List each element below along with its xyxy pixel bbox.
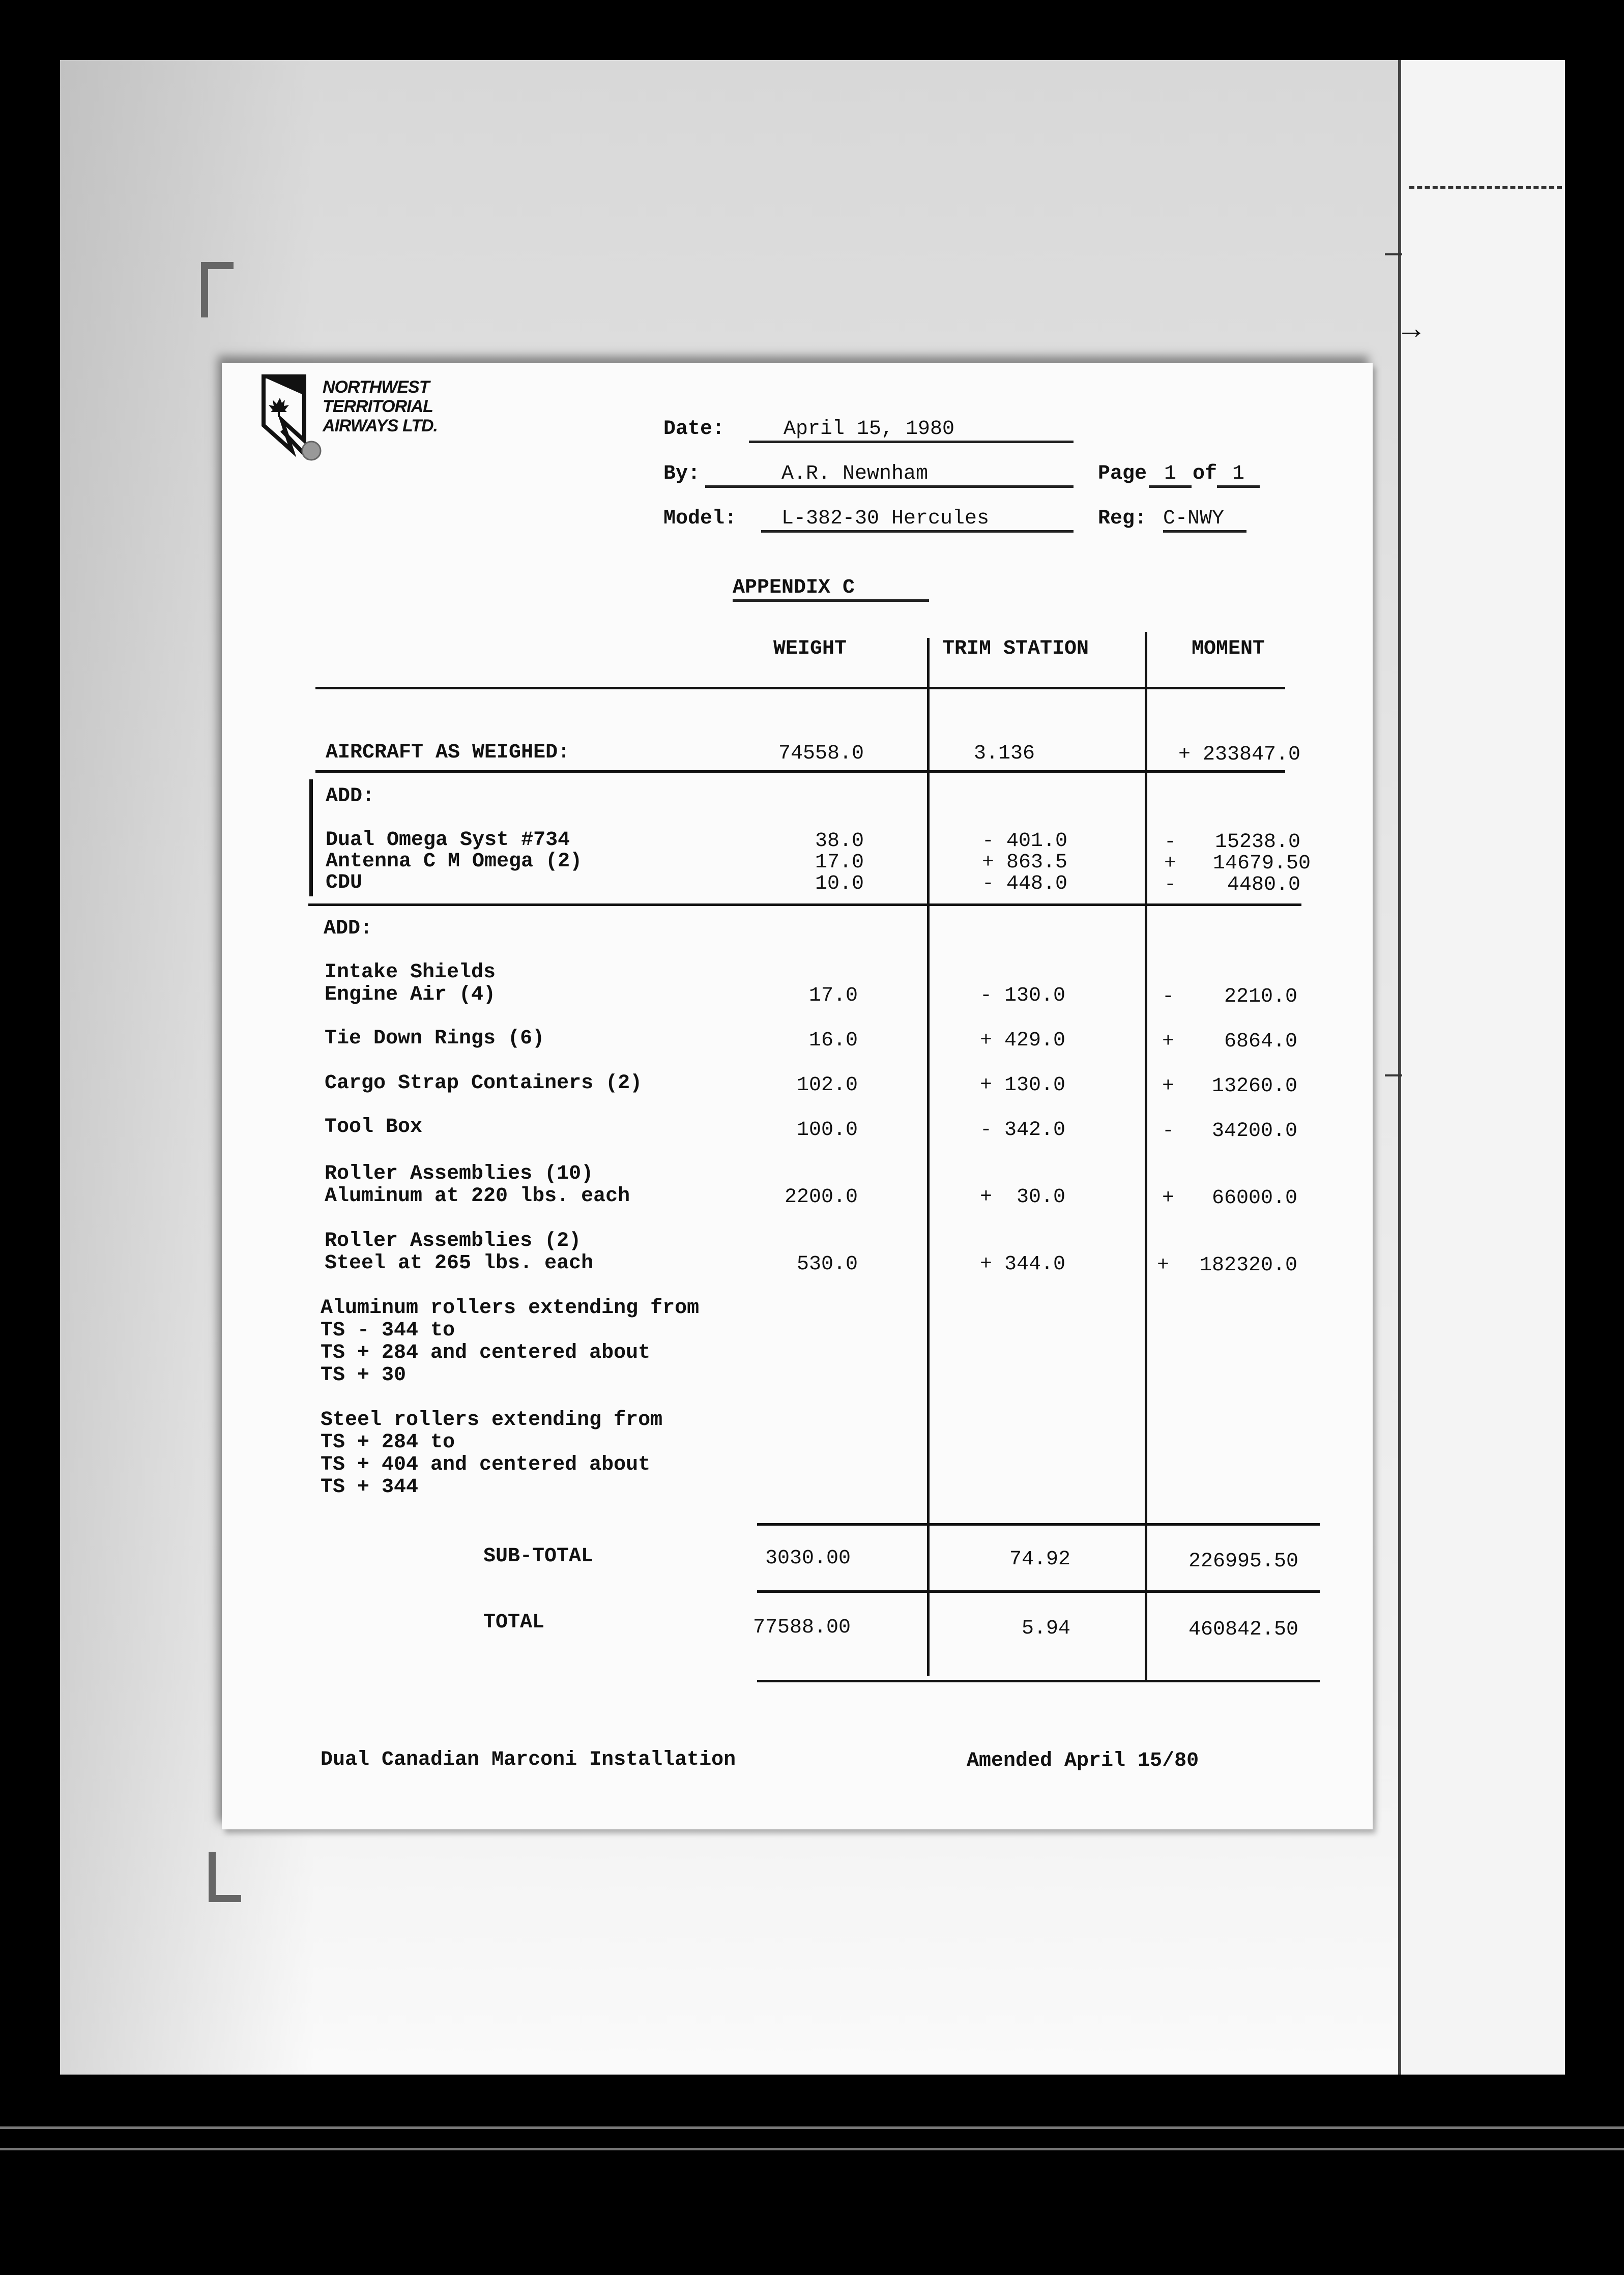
item-moment: 2210.0 [1224, 985, 1297, 1008]
aircraft-as-weighed-label: AIRCRAFT AS WEIGHED: [326, 741, 570, 764]
crop-corner-mark [201, 262, 234, 317]
item-weight: 100.0 [796, 1119, 858, 1142]
model-value: L-382-30 Hercules [761, 508, 1074, 533]
item-name: CDU [326, 871, 363, 894]
item-trim-station: + 429.0 [979, 1029, 1065, 1052]
item-moment: 66000.0 [1211, 1187, 1297, 1210]
subtotal-label: SUB-TOTAL [483, 1545, 594, 1568]
item-moment: 14679.50 [1212, 852, 1311, 875]
header-rule [315, 687, 1285, 689]
row-rule [315, 770, 1285, 773]
item-name: Dual Omega Syst #734 [326, 829, 570, 852]
item-moment-sign: - [1162, 985, 1175, 1008]
film-edge-line [0, 2126, 1624, 2129]
item-moment: 34200.0 [1211, 1120, 1297, 1143]
binder-edge-line [1398, 60, 1401, 2075]
page-label: Page [1098, 462, 1147, 485]
section-rule [308, 903, 1301, 906]
item-moment: 182320.0 [1199, 1254, 1297, 1277]
page-current: 1 [1149, 463, 1192, 488]
subtotal-bottom-rule [757, 1590, 1320, 1593]
item-moment-sign: + [1157, 1254, 1170, 1277]
item-trim-station: + 130.0 [979, 1074, 1065, 1097]
item-moment-sign: - [1162, 1120, 1175, 1143]
item-weight: 102.0 [796, 1074, 858, 1097]
item-name: Tie Down Rings (6) [325, 1027, 545, 1050]
appendix-title: APPENDIX C [733, 577, 929, 602]
item-weight: 38.0 [815, 830, 864, 853]
item-trim-station: - 401.0 [981, 830, 1067, 853]
aircraft-moment: + 233847.0 [1178, 743, 1300, 766]
binder-strip [1401, 60, 1565, 2075]
model-label: Model: [663, 507, 737, 530]
by-label: By: [663, 462, 701, 485]
company-logo [262, 374, 475, 461]
dashed-mark [1409, 186, 1562, 189]
total-label: TOTAL [483, 1611, 545, 1634]
aircraft-weight: 74558.0 [778, 742, 864, 765]
item-trim-station: - 130.0 [979, 984, 1065, 1007]
item-name: Roller Assemblies (2) [325, 1230, 582, 1252]
item-trim-station: + 344.0 [979, 1253, 1065, 1276]
reg-label: Reg: [1098, 507, 1147, 530]
aircraft-trim-station: 3.136 [974, 742, 1035, 765]
item-trim-station: - 342.0 [979, 1119, 1065, 1142]
column-divider [927, 638, 930, 1676]
item-trim-station: - 448.0 [981, 872, 1067, 895]
subtotal-trim-station: 74.92 [1009, 1548, 1070, 1571]
add-label: ADD: [326, 785, 375, 808]
item-name: Engine Air (4) [325, 983, 496, 1006]
item-name: Tool Box [325, 1116, 423, 1139]
item-moment-sign: + [1162, 1075, 1175, 1098]
item-moment-sign: - [1164, 831, 1177, 854]
subtotal-top-rule [757, 1523, 1320, 1526]
by-value: A.R. Newnham [705, 463, 1074, 488]
total-moment: 460842.50 [1188, 1618, 1298, 1641]
item-moment: 6864.0 [1224, 1030, 1297, 1053]
page-total: 1 [1217, 463, 1260, 488]
arrow-right-icon: → [1402, 313, 1421, 348]
item-weight: 17.0 [808, 984, 858, 1007]
item-name: Roller Assemblies (10) [325, 1162, 594, 1185]
item-moment: 15238.0 [1214, 831, 1300, 854]
add-label: ADD: [324, 917, 373, 940]
total-weight: 77588.00 [752, 1616, 851, 1639]
margin-tick [1385, 1074, 1402, 1076]
section-bracket [309, 779, 313, 896]
item-name: Intake Shields [325, 961, 496, 984]
item-moment: 4480.0 [1227, 873, 1300, 896]
date-label: Date: [663, 418, 725, 441]
item-weight: 16.0 [808, 1029, 858, 1052]
total-trim-station: 5.94 [1021, 1617, 1070, 1640]
item-name: Aluminum at 220 lbs. each [325, 1185, 630, 1208]
item-name: Cargo Strap Containers (2) [325, 1072, 643, 1095]
item-name: Antenna C M Omega (2) [326, 850, 583, 873]
crop-corner-mark [209, 1852, 241, 1902]
maple-leaf-lightning-logo-icon [262, 374, 323, 461]
company-name: NORTHWEST TERRITORIAL AIRWAYS LTD. [323, 377, 438, 435]
document-page: NORTHWEST TERRITORIAL AIRWAYS LTD. Date: April 15, 1980 By: A.R. Newnham Page 1 of 1 Model: L-382-30 Hercules Reg: C-NWY APPENDIX C WEIGHT TRIM STATION MOMENT AIRCRAFT AS WEIGHED: 74558.0 3.136 + 233847.0 ADD: Dual Omega Syst #734 38.0 - 401.0 - 15238.0 Antenna C M Omega (2) 17.0 + 863.5 + 14679.50 CDU 10.0 - 448.0 - 4480.0 ADD: Intake Shields Engine Air (4) 17.0 - 130.0 - 2210.0 Tie Down Rings (6) 16.0 + 429.0 + 6864.0 Cargo Strap Containers (2) 102.0 + 130.0 + 13260.0 Tool Box 100.0 - 342.0 - 34200.0 Roller Assemblies (10) Aluminum at 220 lbs. each 2200.0 + 30.0 + 66000.0 Roller Assemblies (2) Steel at 265 lbs. each 530.0 + 344.0 + 182320.0 Aluminum rollers extending from TS - 344 to TS + 284 and centered about TS + 30 Steel rollers extending from TS + 284 to TS + 404 and centered about TS + 344 SUB-TOTAL 3030.00 74.92 226995.50 TOTAL 77588.00 5.94 460842.50 Dual Canadian Marconi Installation Amended April 15/80 [222, 363, 1373, 1829]
item-trim-station: + 30.0 [979, 1186, 1065, 1209]
date-value: April 15, 1980 [749, 418, 1074, 443]
column-header-weight: WEIGHT [773, 637, 847, 660]
film-edge-line [0, 2148, 1624, 2150]
item-moment-sign: + [1164, 852, 1177, 875]
item-moment-sign: + [1162, 1030, 1175, 1053]
footer-installation-note: Dual Canadian Marconi Installation [321, 1748, 736, 1771]
item-weight: 10.0 [815, 872, 864, 895]
item-moment: 13260.0 [1211, 1075, 1297, 1098]
footer-amended-date: Amended April 15/80 [967, 1749, 1199, 1772]
item-moment-sign: - [1164, 873, 1177, 896]
item-weight: 2200.0 [784, 1186, 858, 1209]
column-divider [1145, 632, 1147, 1682]
margin-tick [1385, 253, 1402, 255]
item-weight: 530.0 [796, 1253, 858, 1276]
item-name: Steel at 265 lbs. each [325, 1252, 594, 1275]
column-header-moment: MOMENT [1192, 637, 1265, 660]
total-bottom-rule [757, 1680, 1320, 1682]
subtotal-weight: 3030.00 [765, 1547, 851, 1570]
item-weight: 17.0 [815, 851, 864, 874]
subtotal-moment: 226995.50 [1188, 1550, 1298, 1573]
column-header-trim-station: TRIM STATION [942, 637, 1089, 660]
reg-value: C-NWY [1163, 508, 1246, 533]
item-moment-sign: + [1162, 1187, 1175, 1210]
page-of-label: of [1193, 462, 1217, 485]
item-trim-station: + 863.5 [981, 851, 1067, 874]
